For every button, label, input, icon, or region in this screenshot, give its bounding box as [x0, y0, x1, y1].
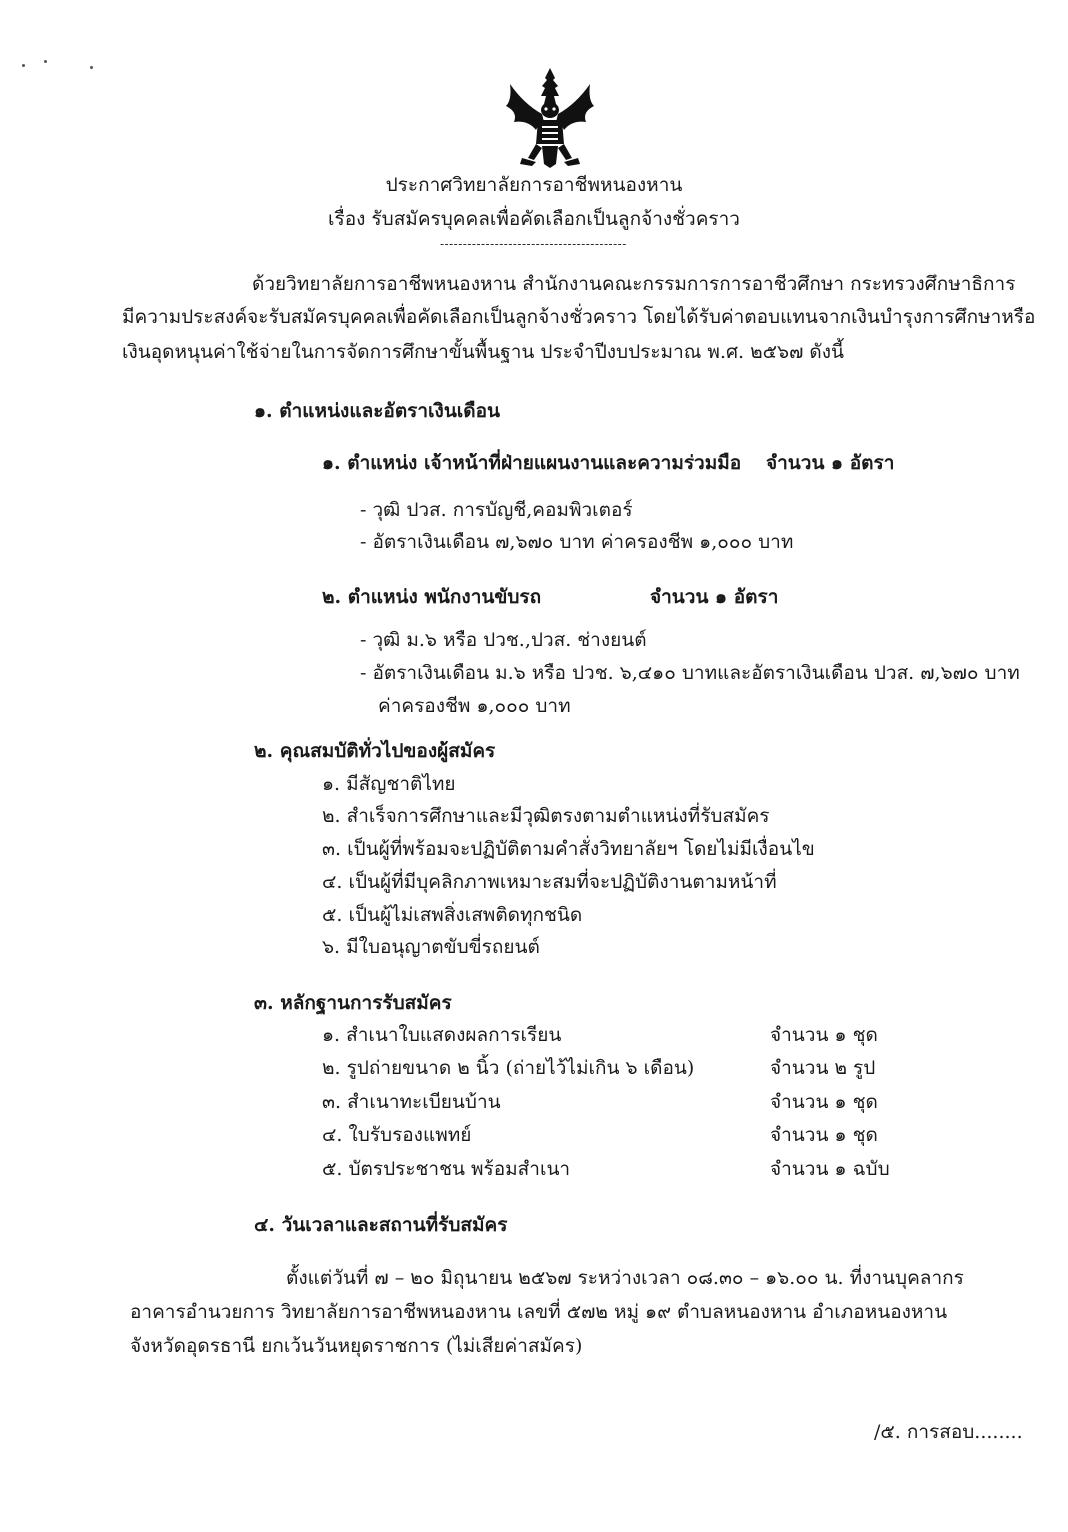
garuda-emblem-icon	[502, 66, 598, 170]
position-1-title: ๑. ตำแหน่ง เจ้าหน้าที่ฝ่ายแผนงานและความร่วมมือ	[322, 452, 742, 474]
document-item-label: ๔. ใบรับรองแพทย์	[322, 1124, 472, 1146]
document-item-label: ๕. บัตรประชาชน พร้อมสำเนา	[322, 1158, 571, 1180]
position-2-count: จำนวน ๑ อัตรา	[650, 586, 779, 608]
qualification-item: ๔. เป็นผู้ที่มีบุคลิกภาพเหมาะสมที่จะปฏิบัติงานตามหน้าที่	[322, 871, 777, 893]
schedule-line-2: อาคารอำนวยการ วิทยาลัยการอาชีพหนองหาน เลขที่ ๕๗๒ หมู่ ๑๙ ตำบลหนองหาน อำเภอหนองหาน	[130, 1301, 948, 1323]
intro-line-1: ด้วยวิทยาลัยการอาชีพหนองหาน สำนักงานคณะกรรมการการอาชีวศึกษา กระทรวงศึกษาธิการ	[252, 273, 1016, 295]
intro-line-2: มีความประสงค์จะรับสมัครบุคคลเพื่อคัดเลือกเป็นลูกจ้างชั่วคราว โดยได้รับค่าตอบแทนจากเงินบำรุงการศึกษาหรือ	[122, 306, 1036, 328]
scan-speck	[44, 60, 47, 63]
qualification-item: ๑. มีสัญชาติไทย	[322, 773, 456, 795]
announcement-title: ประกาศวิทยาลัยการอาชีพหนองหาน	[385, 174, 683, 196]
qualification-item: ๒. สำเร็จการศึกษาและมีวุฒิตรงตามตำแหน่งที่รับสมัคร	[322, 805, 770, 827]
document-item-qty: จำนวน ๑ ชุด	[770, 1091, 878, 1113]
section-1-heading: ๑. ตำแหน่งและอัตราเงินเดือน	[254, 400, 501, 422]
intro-line-3: เงินอุดหนุนค่าใช้จ่ายในการจัดการศึกษาขั้นพื้นฐาน ประจำปีงบประมาณ พ.ศ. ๒๕๖๗ ดังนี้	[122, 341, 845, 363]
continuation-note: /๕. การสอบ........	[874, 1421, 1023, 1443]
qualification-item: ๓. เป็นผู้ที่พร้อมจะปฏิบัติตามคำสั่งวิทยาลัยฯ โดยไม่มีเงื่อนไข	[322, 838, 815, 860]
position-1-count: จำนวน ๑ อัตรา	[766, 452, 895, 474]
document-item-qty: จำนวน ๑ ฉบับ	[770, 1158, 890, 1180]
scan-speck	[90, 66, 93, 69]
title-divider: -----------------------------------------	[440, 237, 627, 251]
document-item-label: ๑. สำเนาใบแสดงผลการเรียน	[322, 1024, 562, 1046]
qualification-item: ๕. เป็นผู้ไม่เสพสิ่งเสพติดทุกชนิด	[322, 904, 583, 926]
announcement-subject: เรื่อง รับสมัครบุคคลเพื่อคัดเลือกเป็นลูกจ้างชั่วคราว	[328, 208, 740, 230]
position-2-qualification: - วุฒิ ม.๖ หรือ ปวช.,ปวส. ช่างยนต์	[360, 629, 647, 651]
section-4-heading: ๔. วันเวลาและสถานที่รับสมัคร	[254, 1214, 508, 1236]
section-3-heading: ๓. หลักฐานการรับสมัคร	[254, 992, 452, 1014]
position-1-qualification: - วุฒิ ปวส. การบัญชี,คอมพิวเตอร์	[360, 499, 633, 521]
scan-speck	[22, 64, 25, 67]
schedule-line-1: ตั้งแต่วันที่ ๗ – ๒๐ มิถุนายน ๒๕๖๗ ระหว่างเวลา ๐๘.๓๐ – ๑๖.๐๐ น. ที่งานบุคลากร	[286, 1267, 964, 1289]
document-item-qty: จำนวน ๑ ชุด	[770, 1024, 878, 1046]
document-item-qty: จำนวน ๑ ชุด	[770, 1124, 878, 1146]
position-2-salary-cont: ค่าครองชีพ ๑,๐๐๐ บาท	[378, 695, 571, 717]
document-item-label: ๓. สำเนาทะเบียนบ้าน	[322, 1091, 501, 1113]
qualification-item: ๖. มีใบอนุญาตขับขี่รถยนต์	[322, 936, 540, 958]
document-item-qty: จำนวน ๒ รูป	[770, 1057, 876, 1079]
section-2-heading: ๒. คุณสมบัติทั่วไปของผู้สมัคร	[254, 740, 496, 762]
schedule-line-3: จังหวัดอุดรธานี ยกเว้นวันหยุดราชการ (ไม่เสียค่าสมัคร)	[130, 1335, 583, 1357]
position-2-salary: - อัตราเงินเดือน ม.๖ หรือ ปวช. ๖,๔๑๐ บาทและอัตราเงินเดือน ปวส. ๗,๖๗๐ บาท	[360, 662, 1020, 684]
document-item-label: ๒. รูปถ่ายขนาด ๒ นิ้ว (ถ่ายไว้ไม่เกิน ๖ เดือน)	[322, 1057, 695, 1079]
position-1-salary: - อัตราเงินเดือน ๗,๖๗๐ บาท ค่าครองชีพ ๑,๐๐๐ บาท	[360, 531, 794, 553]
position-2-title: ๒. ตำแหน่ง พนักงานขับรถ	[322, 586, 542, 608]
